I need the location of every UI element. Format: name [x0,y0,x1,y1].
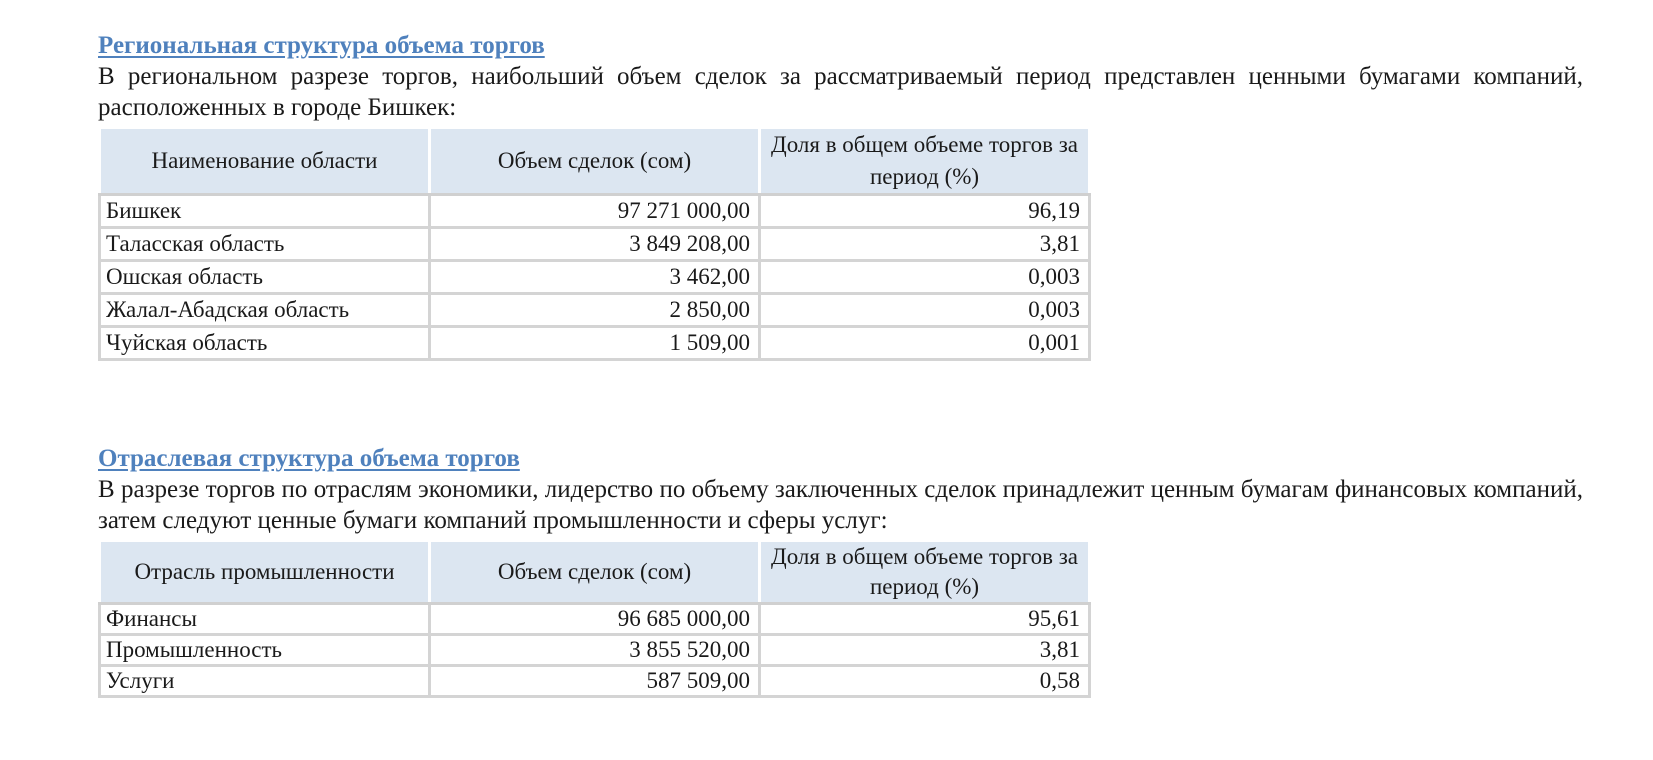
table-row [100,228,1090,261]
share-cell: 95,61 [760,604,1090,635]
column-header-share: Доля в общем объеме торгов за период (%) [760,541,1090,604]
volume-cell: 2 850,00 [430,294,760,327]
sectoral-structure-heading: Отраслевая структура объема торгов [98,445,520,472]
volume-cell: 97 271 000,00 [430,195,760,228]
regional-structure-table [98,126,1091,361]
volume-cell: 3 849 208,00 [430,228,760,261]
table-row [100,666,1090,697]
regional-structure-section [98,30,1583,361]
regional-structure-heading: Региональная структура объема торгов [98,32,545,59]
sector-name-cell: Финансы [100,604,430,635]
region-name-cell: Ошская область [100,261,430,294]
region-name-cell: Бишкек [100,195,430,228]
column-header-volume: Объем сделок (сом) [430,541,760,604]
table-row [100,604,1090,635]
sector-name-cell: Услуги [100,666,430,697]
region-name-cell: Таласская область [100,228,430,261]
volume-cell: 3 462,00 [430,261,760,294]
table-header-row [100,541,1090,604]
column-header-volume: Объем сделок (сом) [430,128,760,195]
share-cell: 0,003 [760,261,1090,294]
column-header-share: Доля в общем объеме торгов за период (%) [760,128,1090,195]
regional-structure-paragraph: В региональном разрезе торгов, наибольший объем сделок за рассматриваемый период представлен ценными бумагами компаний, расположенных в городе Бишкек: [98,63,1583,121]
table-row [100,635,1090,666]
share-cell: 3,81 [760,228,1090,261]
region-name-cell: Жалал-Абадская область [100,294,430,327]
table-row [100,327,1090,360]
sector-name-cell: Промышленность [100,635,430,666]
volume-cell: 96 685 000,00 [430,604,760,635]
sectoral-structure-table [98,539,1091,698]
table-row [100,195,1090,228]
volume-cell: 587 509,00 [430,666,760,697]
region-name-cell: Чуйская область [100,327,430,360]
share-cell: 3,81 [760,635,1090,666]
sectoral-structure-section [98,443,1583,698]
sectoral-structure-paragraph: В разрезе торгов по отраслям экономики, лидерство по объему заключенных сделок принадлежит ценным бумагам финансовых компаний, затем следуют ценные бумаги компаний промышленности и сферы услуг: [98,476,1583,534]
volume-cell: 3 855 520,00 [430,635,760,666]
share-cell: 0,58 [760,666,1090,697]
share-cell: 96,19 [760,195,1090,228]
table-header-row [100,128,1090,195]
column-header-region: Наименование области [100,128,430,195]
table-row [100,261,1090,294]
column-header-sector: Отрасль промышленности [100,541,430,604]
volume-cell: 1 509,00 [430,327,760,360]
table-row [100,294,1090,327]
share-cell: 0,001 [760,327,1090,360]
share-cell: 0,003 [760,294,1090,327]
